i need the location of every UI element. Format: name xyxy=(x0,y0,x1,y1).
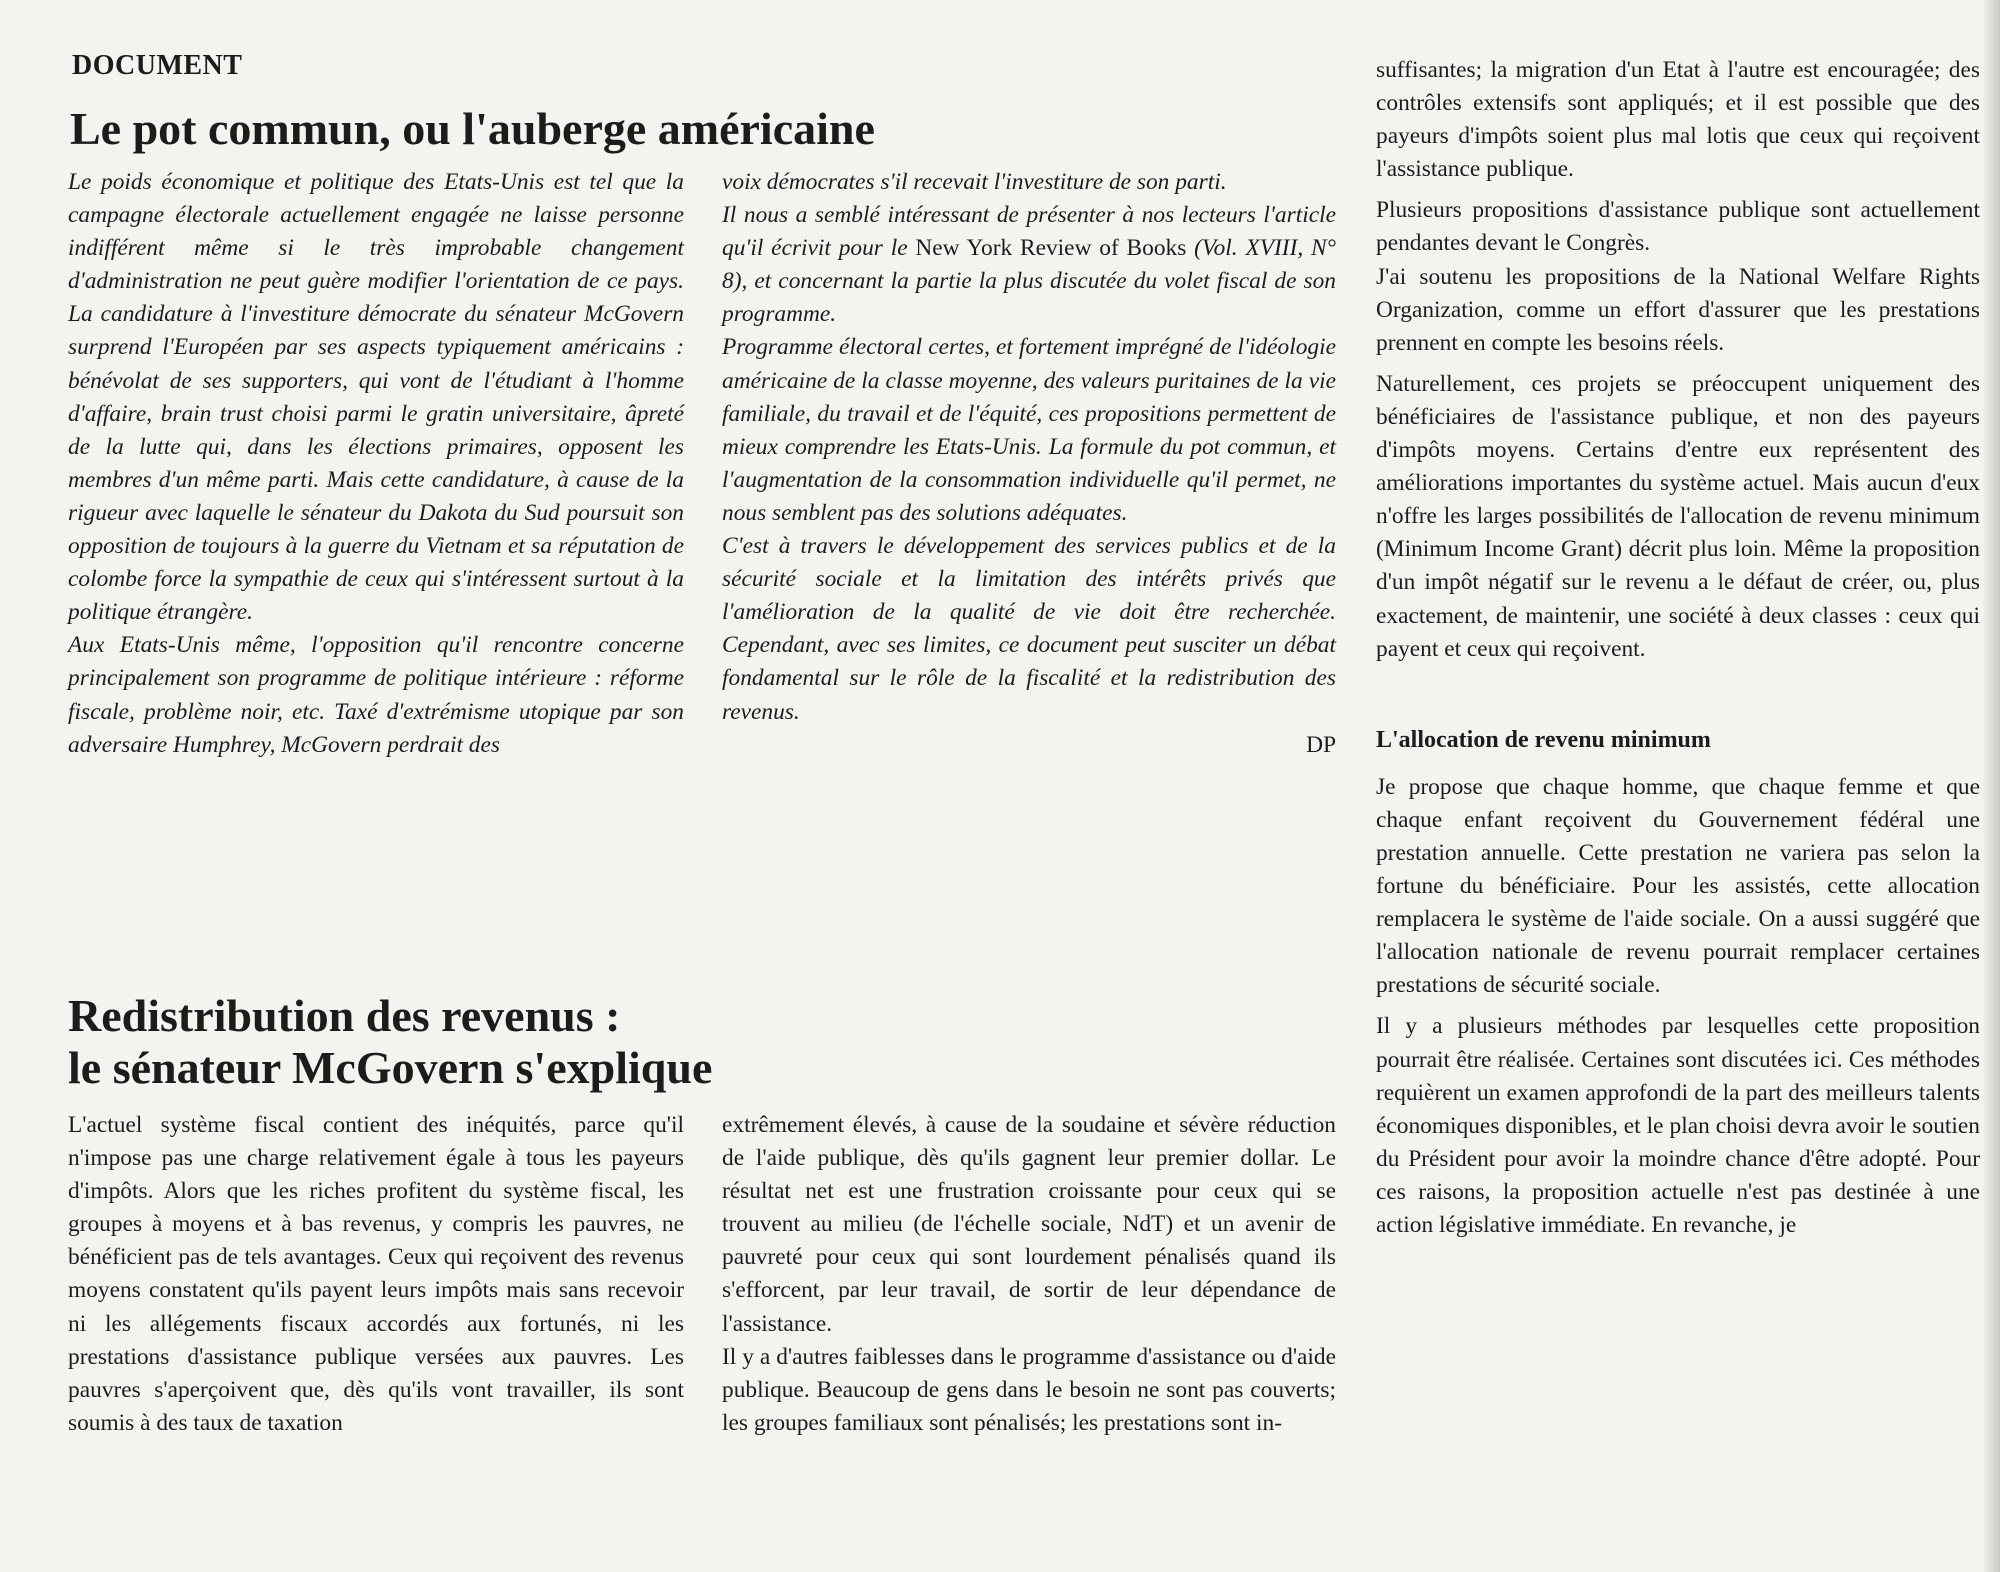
article-paragraph: extrêmement élevés, à cause de la soudaine et sévère réduction de l'aide publique, dès qu'ils gagnent leur premier dollar. Le résultat net est une frustration croissante pour ceux qui se trouvent au milieu (de l'échelle sociale, NdT) et un avenir de pauvreté pour ceux qui sont lourdement pénalisés quand ils s'efforcent, par leur travail, de sortir de leur dépendance de l'assistance. xyxy=(722,1112,1336,1337)
article-column-2 xyxy=(722,1109,1336,1440)
article-paragraph: Plusieurs propositions d'assistance publique sont actuellement pendantes devant le Congrès. xyxy=(1376,197,1980,257)
intro-paragraph: C'est à travers le développement des services publics et de la sécurité sociale et la limitation des intérêts privés que l'amélioration de la qualité de vie doit être recherchée. Cependant, avec ses limites, ce document peut susciter un débat fondamental sur le rôle de la fiscalité et la redistribution des revenus. xyxy=(722,533,1336,725)
signature: DP xyxy=(1306,731,1336,758)
intro-paragraph: Le poids économique et politique des Etats-Unis est tel que la campagne électorale actuellement engagée ne laisse personne indifférent même si le très improbable changement d'administration ne peut guère modifier l'orientation de ce pays. La candidature à l'investiture démocrate du sénateur McGovern surprend l'Européen par ses aspects typiquement américains : bénévolat de ses supporters, qui vont de l'étudiant à l'homme d'affaire, brain trust choisi parmi le gratin universitaire, âpreté de la lutte qui, dans les élections primaires, opposent les membres d'un même parti. Mais cette candidature, à cause de la rigueur avec laquelle le sénateur du Dakota du Sud poursuit son opposition de toujours à la guerre du Vietnam et sa réputation de colombe force la sympathie de ceux qui s'intéressent surtout à la politique étrangère. xyxy=(68,169,684,626)
article-paragraph: Naturellement, ces projets se préoccupent uniquement des bénéficiaires de l'assistance publique, et non des payeurs d'impôts moyens. Certains d'entre eux représentent des améliorations importantes du système actuel. Mais aucun d'eux n'offre les larges possibilités de l'allocation de revenu minimum (Minimum Income Grant) décrit plus loin. Même la proposition d'un impôt négatif sur le revenu a le défaut de créer, ou, plus exactement, de maintenir, une société à deux classes : ceux qui payent et ceux qui reçoivent. xyxy=(1376,370,1980,662)
article-paragraph: Je propose que chaque homme, que chaque femme et que chaque enfant reçoivent du Gouvernement fédéral une prestation annuelle. Cette prestation ne variera pas selon la fortune du bénéficiaire. Pour les assistés, cette allocation remplacera le système de l'aide sociale. On a aussi suggéré que l'allocation nationale de revenu pourrait remplacer certaines prestations de sécurité sociale. xyxy=(1376,773,1980,999)
article-column-3 xyxy=(1376,54,1980,1242)
intro-column-1 xyxy=(68,166,684,762)
intro-text: (Vol. XVIII, N° 8), et concernant la partie la plus discutée du volet fiscal de son programme. xyxy=(722,235,1336,328)
article-subheading: L'allocation de revenu minimum xyxy=(1376,726,1711,753)
article-paragraph: L'actuel système fiscal contient des inéquités, parce qu'il n'impose pas une charge relativement égale à tous les payeurs d'impôts. Alors que les riches profitent du système fiscal, les groupes à moyens et à bas revenus, y compris les pauvres, ne bénéficient pas de tels avantages. Ceux qui reçoivent des revenus moyens constatent qu'ils payent leurs impôts mais sans recevoir ni les allégements fiscaux accordés aux fortunés, ni les prestations d'assistance publique versées aux pauvres. Les pauvres s'aperçoivent que, dès qu'ils vont travailler, ils sont soumis à des taux de taxation xyxy=(68,1112,684,1436)
intro-paragraph: Aux Etats-Unis même, l'opposition qu'il rencontre concerne principalement son programme de politique intérieure : réforme fiscale, problème noir, etc. Taxé d'extrémisme utopique par son adversaire Humphrey, McGovern perdrait des xyxy=(68,632,684,758)
article-paragraph: J'ai soutenu les propositions de la National Welfare Rights Organization, comme un effort d'assurer que les prestations prennent en compte les besoins réels. xyxy=(1376,263,1980,356)
intro-paragraph xyxy=(722,199,1336,331)
intro-paragraph: Programme électoral certes, et fortement imprégné de l'idéologie américaine de la classe moyenne, des valeurs puritaines de la vie familiale, du travail et de l'équité, ces propositions permettent de mieux comprendre les Etats-Unis. La formule du pot commun, et l'augmentation de la consommation individuelle qu'il permet, ne nous semblent pas des solutions adéquates. xyxy=(722,334,1336,526)
article-paragraph: suffisantes; la migration d'un Etat à l'autre est encouragée; des contrôles extensifs sont appliqués; et il est possible que des payeurs d'impôts soient plus mal lotis que ceux qui reçoivent l'assistance publique. xyxy=(1376,57,1980,183)
journal-title: New York Review of Books xyxy=(915,235,1187,262)
intro-column-2 xyxy=(722,166,1336,762)
page-edge-shadow xyxy=(1982,0,2000,1572)
section-kicker: DOCUMENT xyxy=(72,50,243,81)
article-column-1 xyxy=(68,1109,684,1440)
main-headline: Le pot commun, ou l'auberge américaine xyxy=(70,103,875,154)
intro-paragraph: voix démocrates s'il recevait l'investiture de son parti. xyxy=(722,169,1227,195)
article-paragraph: Il y a plusieurs méthodes par lesquelles cette proposition pourrait être réalisée. Certaines sont discutées ici. Ces méthodes requièrent un examen approfondi de la part des meilleurs talents économiques disponibles, et le plan choisi devra avoir le soutien du Président pour avoir la moindre chance d'être adopté. Pour ces raisons, la proposition actuelle n'est pas destinée à une action législative immédiate. En revanche, je xyxy=(1376,1013,1980,1238)
intro-text: Il nous a semblé intéressant de présenter à nos lecteurs l'article qu'il écrivit pour le xyxy=(722,202,1336,262)
article-headline-line2: le sénateur McGovern s'explique xyxy=(68,1042,713,1094)
article-headline-line1: Redistribution des revenus : xyxy=(68,990,621,1041)
article-paragraph: Il y a d'autres faiblesses dans le programme d'assistance ou d'aide publique. Beaucoup de gens dans le besoin ne sont pas couverts; les groupes familiaux sont pénalisés; les prestations sont in- xyxy=(722,1343,1336,1436)
article-headline xyxy=(68,990,712,1095)
